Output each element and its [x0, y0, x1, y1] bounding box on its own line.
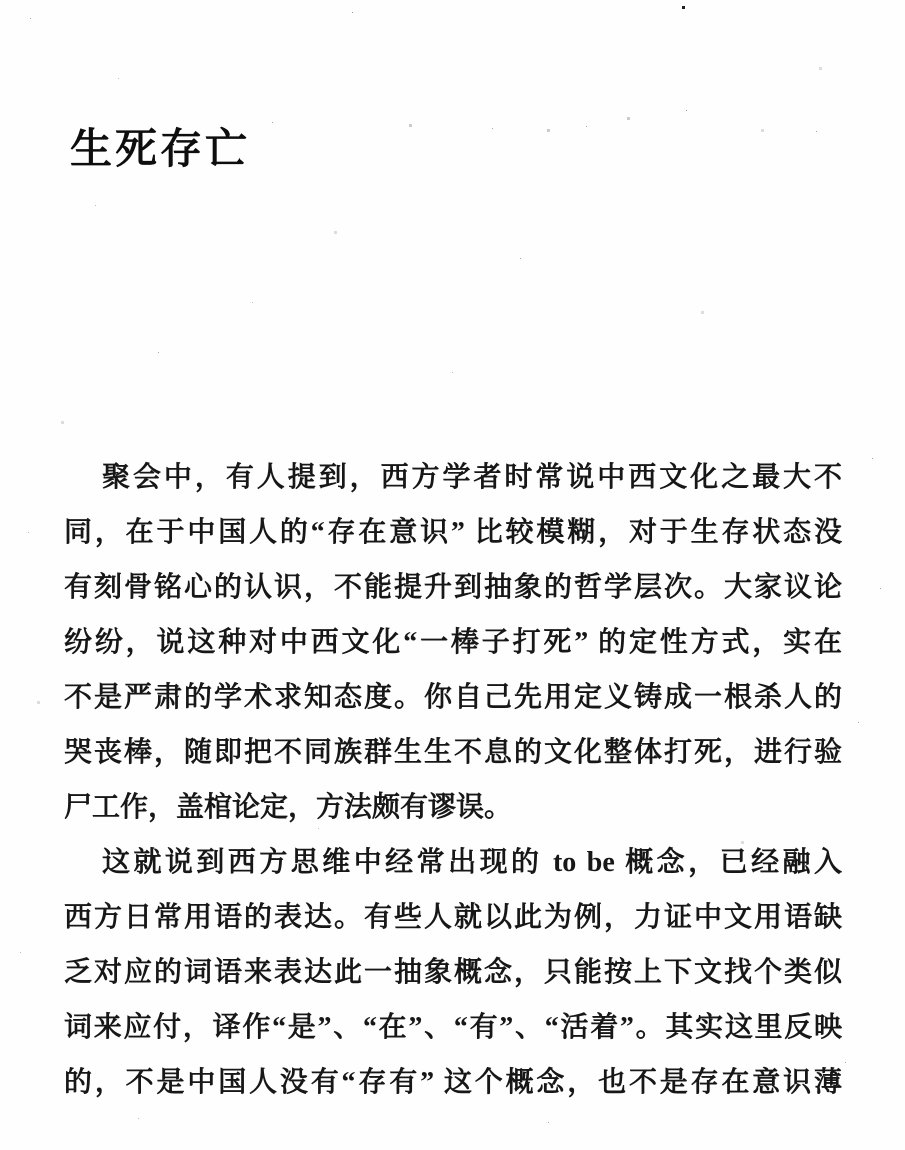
body-line: 尸工作，盖棺论定，方法颇有谬误。: [64, 792, 513, 823]
body-line: 哭丧棒，随即把不同族群生生不息的文化整体打死，进行验: [64, 737, 842, 768]
body-text: [64, 450, 842, 1110]
body-line: 不是严肃的学术求知态度。你自己先用定义铸成一根杀人的: [64, 682, 842, 713]
body-line: 的，不是中国人没有“存有” 这个概念，也不是存在意识薄: [64, 1067, 842, 1098]
body-line: 有刻骨铭心的认识，不能提升到抽象的哲学层次。大家议论: [64, 572, 842, 603]
scan-noise-speckle: [0, 0, 1, 1]
body-line: 西方日常用语的表达。有些人就以此为例，力证中文用语缺: [64, 902, 842, 933]
body-line: 纷纷，说这种对中西文化“一棒子打死” 的定性方式，实在: [64, 627, 842, 658]
body-line: 同，在于中国人的“存在意识” 比较模糊，对于生存状态没: [64, 517, 842, 548]
body-line: 乏对应的词语来表达此一抽象概念，只能按上下文找个类似: [64, 957, 842, 988]
page-title: 生死存亡: [70, 127, 251, 173]
body-line: 词来应付，译作“是”、“在”、“有”、“活着”。其实这里反映: [64, 1012, 842, 1043]
body-line: 这就说到西方思维中经常出现的 to be 概念，已经融入: [102, 847, 842, 878]
body-line: 聚会中，有人提到，西方学者时常说中西文化之最大不: [102, 462, 842, 493]
